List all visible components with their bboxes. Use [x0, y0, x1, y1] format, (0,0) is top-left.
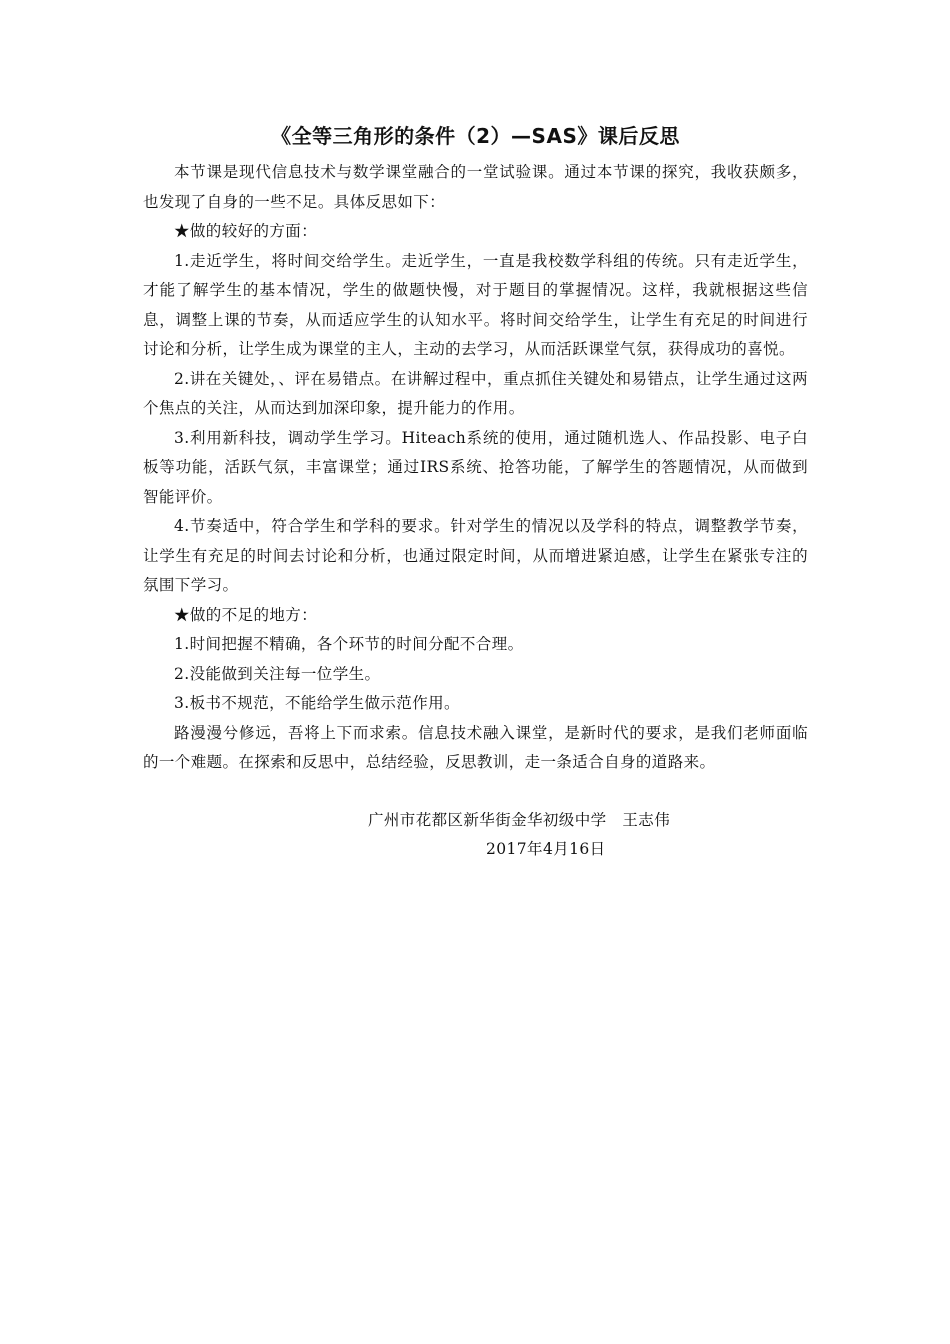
strength-item-4: 4.节奏适中，符合学生和学科的要求。针对学生的情况以及学科的特点，调整教学节奏，让学生有充足的时间去讨论和分析，也通过限定时间，从而增进紧迫感，让学生在紧张专注的氛围下学习。: [143, 517, 808, 594]
strength-item-2: 2.讲在关键处，、评在易错点。在讲解过程中，重点抓住关键处和易错点，让学生通过这两个焦点的关注，从而达到加深印象，提升能力的作用。: [143, 369, 808, 417]
weaknesses-heading: ★做的不足的地方：: [174, 605, 318, 624]
intro-paragraph: 本节课是现代信息技术与数学课堂融合的一堂试验课。通过本节课的探究，我收获颇多，也发现了自身的一些不足。具体反思如下：: [143, 163, 808, 211]
weakness-item-3: 3.板书不规范，不能给学生做示范作用。: [174, 694, 460, 712]
strength-item-3: 3.利用新科技，调动学生学习。Hiteach系统的使用，通过随机选人、作品投影、电子白板等功能，活跃气氛，丰富课堂；通过IRS系统、抢答功能，了解学生的答题情况，从而做到智能评价。: [143, 428, 808, 506]
document-page: [143, 118, 808, 865]
weakness-item-2: 2.没能做到关注每一位学生。: [174, 664, 381, 683]
document-title: 《全等三角形的条件（2）—SAS》课后反思: [271, 124, 680, 148]
signature-block: [143, 806, 808, 865]
conclusion-paragraph: 路漫漫兮修远，吾将上下而求索。信息技术融入课堂，是新时代的要求，是我们老师面临的一个难题。在探索和反思中，总结经验，反思教训，走一条适合自身的道路来。: [143, 723, 808, 771]
strengths-heading: ★做的较好的方面：: [174, 222, 318, 240]
signature-author: 广州市花都区新华街金华初级中学 王志伟: [368, 810, 671, 829]
strength-item-1: 1.走近学生，将时间交给学生。走近学生，一直是我校数学科组的传统。只有走近学生，才能了解学生的基本情况，学生的做题快慢，对于题目的掌握情况。这样，我就根据这些信息，调整上课的节奏，从而适应学生的认知水平。将时间交给学生，让学生有充足的时间进行讨论和分析，让学生成为课堂的主人，主动的去学习，从而活跃课堂气氛，获得成功的喜悦。: [143, 251, 808, 358]
signature-date: 2017年4月16日: [486, 840, 606, 858]
weakness-item-1: 1.时间把握不精确，各个环节的时间分配不合理。: [174, 635, 524, 653]
